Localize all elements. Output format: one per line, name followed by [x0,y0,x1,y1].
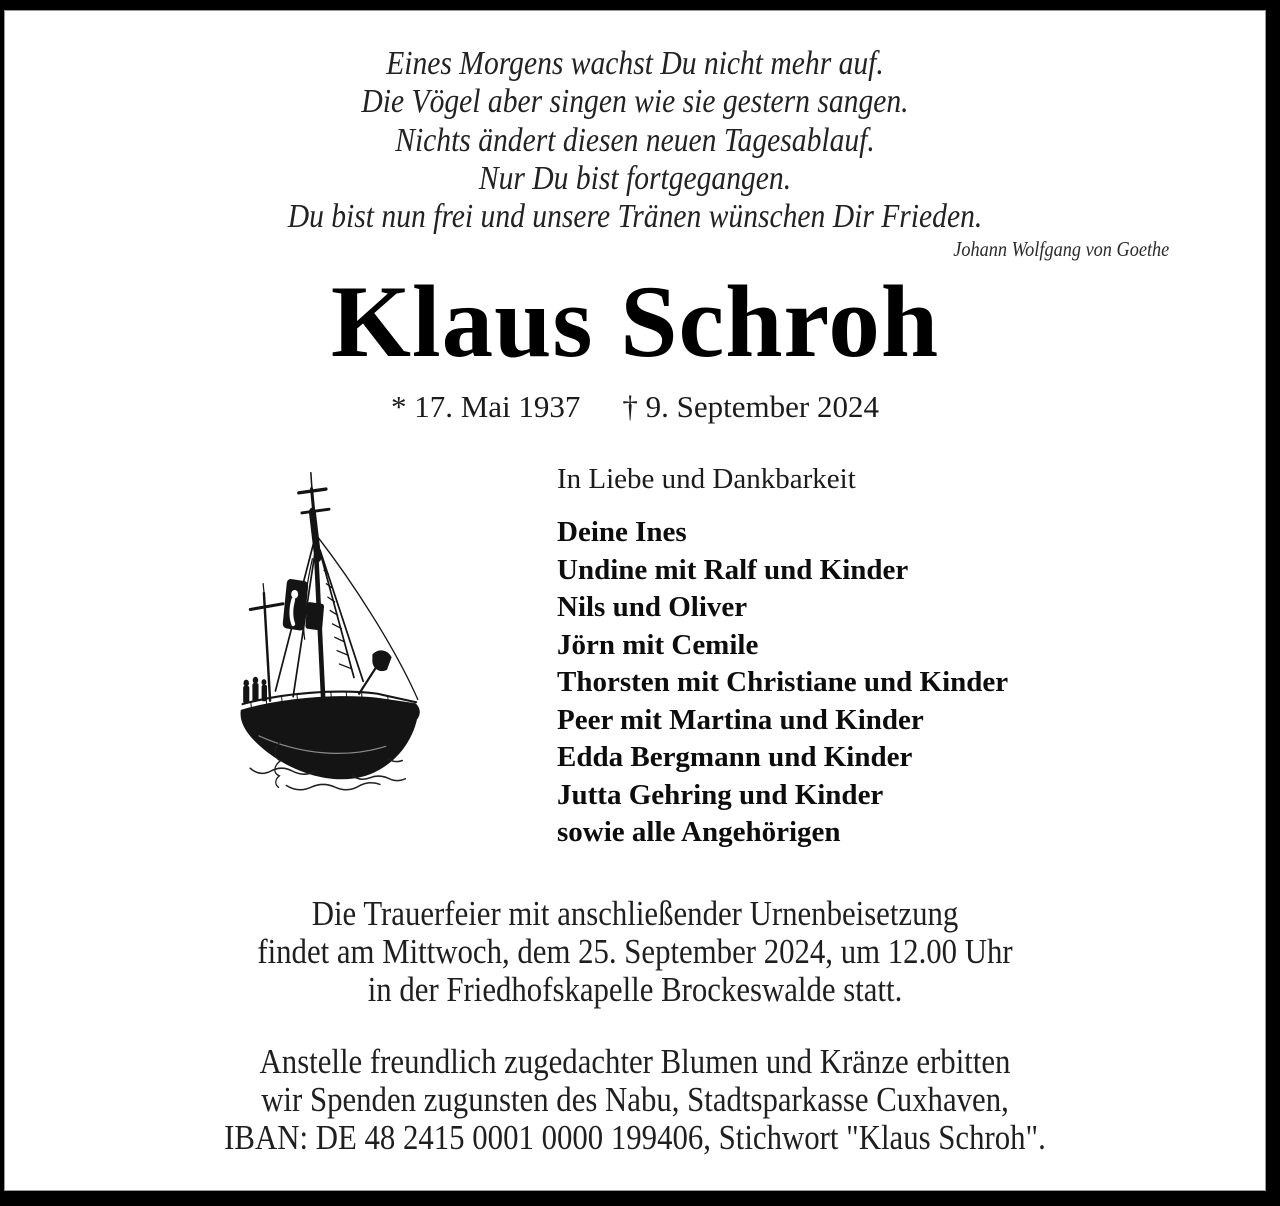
deceased-name: Klaus Schroh [330,265,940,379]
poem-line: Die Vögel aber singen wie sie gestern sangen. [361,83,909,121]
poem-attribution: Johann Wolfgang von Goethe [952,237,1169,261]
funeral-details [81,895,1190,1009]
mourner-line: Jörn mit Cemile [557,628,759,661]
mourners-list [557,514,1008,852]
funeral-line: Die Trauerfeier mit anschließender Urnenbeisetzung [311,894,959,933]
poem-line: Nur Du bist fortgegangen. [478,159,792,197]
mourner-line: Thorsten mit Christiane und Kinder [557,666,1009,698]
donation-details [81,1043,1190,1157]
poem [87,45,1183,236]
mourner-line: Nils und Oliver [557,591,748,623]
birth-date: * 17. Mai 1937 [390,389,581,424]
fishing-boat-icon [237,469,437,794]
poem-line: Nichts ändert diesen neuen Tagesablauf. [395,121,875,159]
poem-line: Eines Morgens wachst Du nicht mehr auf. [386,45,884,82]
poem-line: Du bist nun frei und unsere Tränen wünschen Dir Frieden. [287,198,983,236]
tribute-intro: In Liebe und Dankbarkeit [557,463,856,495]
mourner-line: Edda Bergmann und Kinder [557,741,913,773]
funeral-line: in der Friedhofskapelle Brockeswalde statt. [367,970,903,1009]
donation-line: IBAN: DE 48 2415 0001 0000 199406, Stichwort "Klaus Schroh". [224,1118,1046,1157]
mourner-line: Peer mit Martina und Kinder [557,703,924,736]
donation-line: Anstelle freundlich zugedachter Blumen und Kränze erbitten [259,1042,1011,1081]
life-dates [5,389,1265,425]
mourner-line: sowie alle Angehörigen [557,816,841,848]
death-date: † 9. September 2024 [622,389,879,424]
mourner-line: Deine Ines [557,516,687,548]
funeral-line: findet am Mittwoch, dem 25. September 2024, um 12.00 Uhr [257,932,1013,971]
mourner-line: Jutta Gehring und Kinder [557,778,884,811]
donation-line: wir Spenden zugunsten des Nabu, Stadtsparkasse Cuxhaven, [261,1080,1009,1119]
mourner-line: Undine mit Ralf und Kinder [557,553,909,586]
obituary-page [4,10,1266,1191]
